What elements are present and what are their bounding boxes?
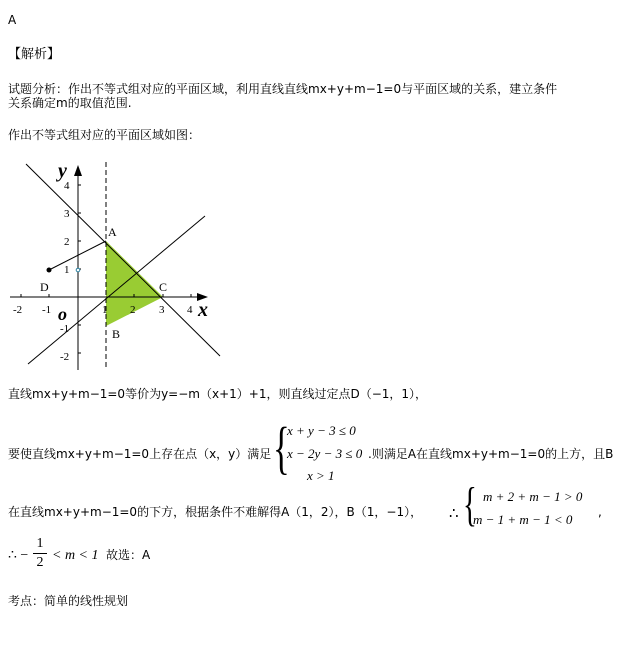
step-1: 直线mx+y+m−1=0等价为y=−m（x+1）+1，则直线过定点D（−1，1）， xyxy=(8,387,428,401)
x-tick-label: -2 xyxy=(13,304,23,316)
y-axis-marker xyxy=(76,268,80,272)
point-D-label: D xyxy=(40,280,49,294)
x-tick-label: 3 xyxy=(159,304,165,316)
inequality-2: x − 2y − 3 ≤ 0 xyxy=(287,446,363,461)
x-axis-label: x xyxy=(198,299,208,321)
y-axis-arrow xyxy=(74,165,82,176)
origin-label: o xyxy=(58,304,67,324)
y-tick-label: -1 xyxy=(60,323,70,335)
y-axis-label: y xyxy=(58,160,67,182)
fraction-numerator: 1 xyxy=(36,536,44,551)
final-answer: 故选：A xyxy=(106,548,151,562)
condition-2: m − 1 + m − 1 < 0 xyxy=(473,512,573,527)
section-title: 【解析】 xyxy=(8,47,61,62)
step-2-pre: 要使直线mx+y+m−1=0上存在点（x，y）满足 xyxy=(8,447,272,461)
brace-icon: { xyxy=(463,478,477,531)
analysis-line-2: 关系确定m的取值范围. xyxy=(8,96,132,110)
y-tick-label: 4 xyxy=(64,180,70,192)
line-x-plus-y-3 xyxy=(26,164,220,356)
step-3-tail: , xyxy=(598,505,602,519)
x-tick-label: -1 xyxy=(42,304,52,316)
x-tick-label: 4 xyxy=(187,304,193,316)
topic: 考点：简单的线性规划 xyxy=(8,594,129,608)
inequality-1: x + y − 3 ≤ 0 xyxy=(287,423,356,438)
brace-icon: { xyxy=(273,415,290,480)
fraction xyxy=(33,536,47,571)
step-4-therefore: ∴ − xyxy=(8,548,29,563)
y-tick-label: 3 xyxy=(64,208,70,220)
answer-letter: A xyxy=(8,13,17,27)
coordinate-figure xyxy=(0,150,230,380)
step-3-pre: 在直线mx+y+m−1=0的下方，根据条件不难解得A（1，2），B（1，−1）， xyxy=(8,505,423,519)
fraction-denominator: 2 xyxy=(36,555,44,570)
y-tick-label: -2 xyxy=(60,351,70,363)
therefore-symbol: ∴ xyxy=(449,506,459,522)
figure-intro: 作出不等式组对应的平面区域如图： xyxy=(8,128,201,142)
x-tick-label: 1 xyxy=(102,304,108,316)
analysis-line-1: 试题分析：作出不等式组对应的平面区域，利用直线直线mx+y+m−1=0与平面区域的关系，建立条件 xyxy=(8,82,558,96)
inequality-3: x > 1 xyxy=(307,468,335,483)
condition-1: m + 2 + m − 1 > 0 xyxy=(483,489,583,504)
point-D xyxy=(47,268,52,273)
point-B-label: B xyxy=(112,327,121,341)
x-tick-label: 2 xyxy=(130,304,136,316)
fraction-bar xyxy=(33,553,47,554)
y-tick-label: 1 xyxy=(64,264,70,276)
point-A-label: A xyxy=(108,225,117,239)
y-tick-label: 2 xyxy=(64,236,70,248)
point-C-label: C xyxy=(159,280,168,294)
step-4-rest: < m < 1 xyxy=(52,548,99,563)
step-2-post: .则满足A在直线mx+y+m−1=0的上方，且B xyxy=(368,447,614,461)
